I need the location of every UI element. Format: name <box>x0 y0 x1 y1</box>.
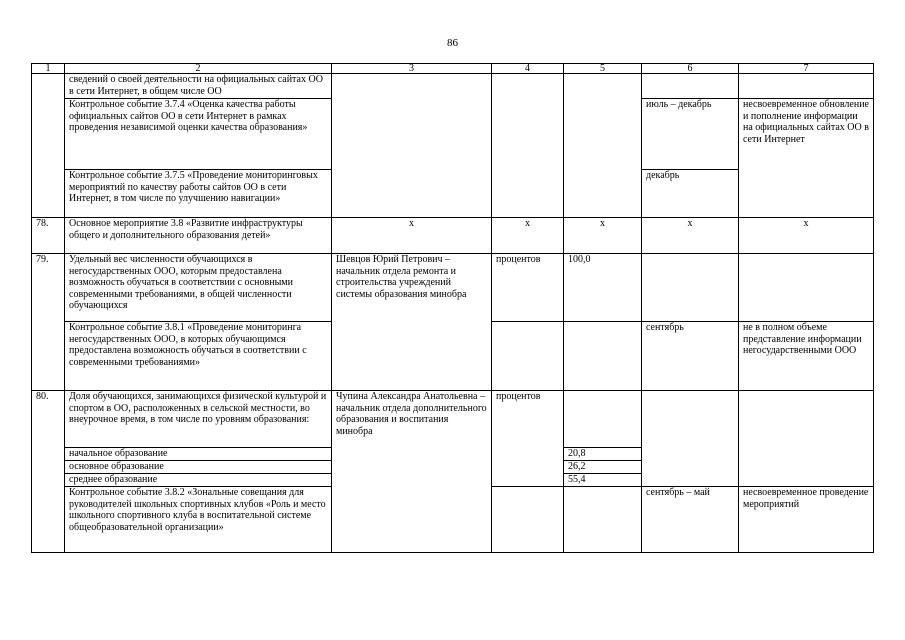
column-number-row <box>32 64 874 74</box>
period-cell: июль – декабрь <box>642 99 739 170</box>
value-cell: 100,0 <box>564 254 642 322</box>
period-cell <box>642 254 739 322</box>
col-header-5: 5 <box>564 64 642 74</box>
risk-cell: несвоевременное обновление и пополнение информации на официальных сайтах ОО в сети Интернет <box>739 99 874 170</box>
page-number: 86 <box>447 37 458 49</box>
col-header-4: 4 <box>492 64 564 74</box>
risk-cell: несвоевременное проведение мероприятий <box>739 487 874 553</box>
value-cell <box>564 487 642 553</box>
indicator-text: Удельный вес численности обучающихся в негосударственных ООО, которым предоставлена возможность обучаться в соответствии с основными современными требованиями, в общей численности обучающихся <box>65 254 332 322</box>
risk-cell <box>739 391 874 487</box>
level-label: основное образование <box>65 461 332 474</box>
col-header-6: 6 <box>642 64 739 74</box>
period-cell <box>642 74 739 99</box>
col-header-2: 2 <box>65 64 332 74</box>
level-value: 26,2 <box>564 461 642 474</box>
table-row <box>32 254 874 322</box>
unit-cell: процентов <box>492 391 564 487</box>
unit-cell: х <box>492 218 564 254</box>
risk-cell: х <box>739 218 874 254</box>
risk-cell <box>739 170 874 218</box>
control-event-3-8-2: Контрольное событие 3.8.2 «Зональные совещания для руководителей школьных спортивных клубов «Роль и место школьного спортивного клуба в воспитательной системе общеобразовательной организации» <box>65 487 332 553</box>
control-event-3-7-5: Контрольное событие 3.7.5 «Проведение мониторинговых мероприятий по качеству работы сайтов ОО в сети Интернет, в том числе по улучшению навигации» <box>65 170 332 218</box>
period-cell: сентябрь – май <box>642 487 739 553</box>
responsible-cell: х <box>332 218 492 254</box>
value-cell <box>564 391 642 448</box>
level-value: 20,8 <box>564 448 642 461</box>
row-number <box>32 74 65 218</box>
col-header-1: 1 <box>32 64 65 74</box>
period-cell: декабрь <box>642 170 739 218</box>
level-value: 55,4 <box>564 474 642 487</box>
value-cell <box>564 322 642 391</box>
col-header-7: 7 <box>739 64 874 74</box>
plan-table <box>31 63 874 553</box>
main-activity-3-8: Основное мероприятие 3.8 «Развитие инфраструктуры общего и дополнительного образования детей» <box>65 218 332 254</box>
risk-cell: не в полном объеме представление информации негосударственными ООО <box>739 322 874 391</box>
unit-cell <box>492 487 564 553</box>
responsible-cell <box>332 74 492 218</box>
level-label: среднее образование <box>65 474 332 487</box>
period-cell <box>642 391 739 487</box>
risk-cell <box>739 254 874 322</box>
indicator-text: Доля обучающихся, занимающихся физической культурой и спортом в ОО, расположенных в сельской местности, во внеурочное время, в том числе по уровням образования: <box>65 391 332 448</box>
control-event-3-8-1: Контрольное событие 3.8.1 «Проведение мониторинга негосударственных ООО, в которых обучающимся предоставлена возможность обучаться в соответствии с современными требованиями» <box>65 322 332 391</box>
row-number: 78. <box>32 218 65 254</box>
period-cell: х <box>642 218 739 254</box>
responsible-cell: Шевцов Юрий Петрович – начальник отдела ремонта и строительства учреждений системы образования минобра <box>332 254 492 391</box>
level-label: начальное образование <box>65 448 332 461</box>
table-row <box>32 391 874 448</box>
period-cell: сентябрь <box>642 322 739 391</box>
value-cell <box>564 74 642 218</box>
col-header-3: 3 <box>332 64 492 74</box>
row-number: 80. <box>32 391 65 553</box>
table-row <box>32 218 874 254</box>
row-number: 79. <box>32 254 65 391</box>
unit-cell: процентов <box>492 254 564 322</box>
responsible-cell: Чупина Александра Анатольевна – начальник отдела дополнительного образования и воспитания минобра <box>332 391 492 553</box>
unit-cell <box>492 322 564 391</box>
unit-cell <box>492 74 564 218</box>
table-row <box>32 74 874 99</box>
risk-cell <box>739 74 874 99</box>
indicator-text: сведений о своей деятельности на официальных сайтах ОО в сети Интернет, в общем числе ОО <box>65 74 332 99</box>
value-cell: х <box>564 218 642 254</box>
control-event-3-7-4: Контрольное событие 3.7.4 «Оценка качества работы официальных сайтов ОО в сети Интернет в рамках проведения независимой оценки качества образования» <box>65 99 332 170</box>
